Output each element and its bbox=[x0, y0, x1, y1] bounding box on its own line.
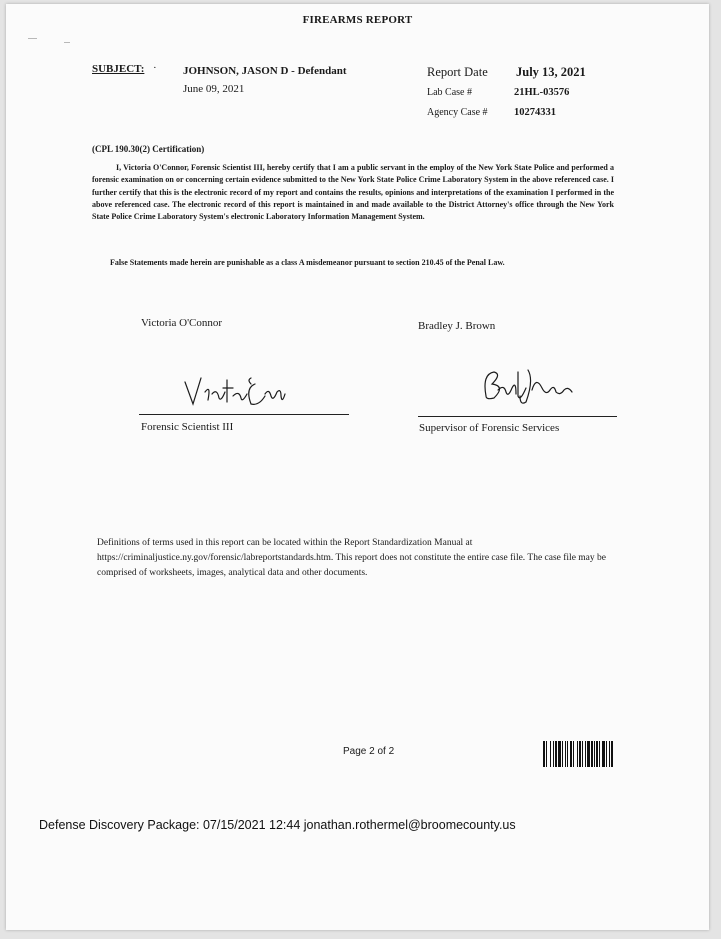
scientist-signature-line bbox=[139, 414, 349, 415]
document-page bbox=[6, 4, 709, 930]
certification-title: (CPL 190.30(2) Certification) bbox=[92, 144, 205, 154]
supervisor-name: Bradley J. Brown bbox=[418, 320, 496, 332]
barcode-icon bbox=[543, 741, 643, 767]
agency-case-value: 10274331 bbox=[514, 107, 556, 118]
scan-mark bbox=[64, 42, 70, 43]
discovery-footer: Defense Discovery Package: 07/15/2021 12:44 jonathan.rothermel@broomecounty.us bbox=[39, 818, 516, 832]
report-date-value: July 13, 2021 bbox=[516, 65, 586, 79]
lab-case-value: 21HL-03576 bbox=[514, 87, 570, 98]
scan-dot: · bbox=[153, 62, 157, 74]
page-number: Page 2 of 2 bbox=[343, 746, 395, 757]
definitions-note: Definitions of terms used in this report can be located within the Report Standardization Manual at https://criminaljustice.ny.gov/forensic/labreportstandards.htm. This report does not constitute the entire case file. The case file may be comprised of worksheets, images, analytical data and other documents. bbox=[97, 538, 606, 578]
report-title: FIREARMS REPORT bbox=[302, 14, 413, 26]
supervisor-signature-line bbox=[418, 416, 617, 417]
subject-date: June 09, 2021 bbox=[183, 83, 245, 95]
false-statements-notice: False Statements made herein are punishable as a class A misdemeanor pursuant to section 210.45 of the Penal Law. bbox=[110, 258, 505, 267]
subject-label: SUBJECT: bbox=[92, 63, 145, 75]
scientist-name: Victoria O'Connor bbox=[141, 317, 223, 329]
certification-body bbox=[92, 162, 614, 223]
scientist-title: Forensic Scientist III bbox=[141, 421, 234, 433]
report-date-label: Report Date bbox=[427, 65, 488, 79]
supervisor-signature bbox=[476, 366, 586, 406]
lab-case-label: Lab Case # bbox=[427, 87, 472, 98]
agency-case-label: Agency Case # bbox=[427, 107, 488, 118]
defendant-name: JOHNSON, JASON D - Defendant bbox=[183, 65, 347, 77]
supervisor-title: Supervisor of Forensic Services bbox=[419, 422, 560, 434]
scan-mark bbox=[28, 38, 37, 39]
scientist-signature bbox=[181, 370, 291, 410]
certification-text: I, Victoria O'Connor, Forensic Scientist III, hereby certify that I am a public servant in the employ of the New York State Police and performed a forensic examination on or concerning certain evidence submitted to the New York State Police Crime Laboratory System in the above referenced case. I further certify that this is the electronic record of my report and contains the results, opinions and interpretations of the examination I performed in the above referenced case. The electronic record of this report is maintained in and made available to the District Attorney's office through the New York State Police Crime Laboratory System's electronic Laboratory Information Management System. bbox=[92, 163, 614, 222]
